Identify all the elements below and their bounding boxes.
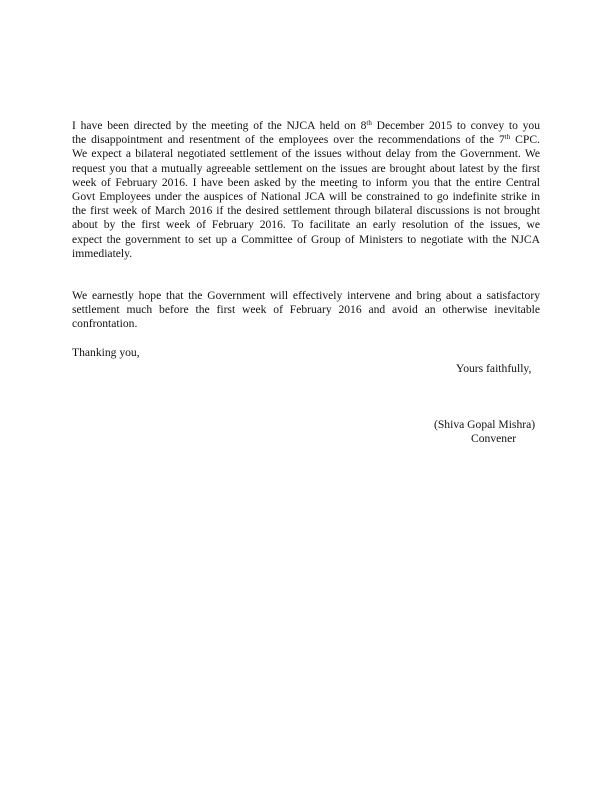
paragraph-line: settlement much before the first week of February 2016 and avoid an otherwise inevitable <box>72 303 540 317</box>
paragraph-line: week of February 2016. I have been asked by the meeting to inform you that the entire Central <box>72 175 540 189</box>
paragraph-line: the disappointment and resentment of the employees over the recommendations of the 7th CPC. <box>72 133 540 147</box>
signatory-name: (Shiva Gopal Mishra) <box>434 418 536 431</box>
paragraph-strike-notice <box>72 119 540 261</box>
paragraph-line: expect the government to set up a Committee of Group of Ministers to negotiate with the NJCA <box>72 232 540 246</box>
paragraph-line: confrontation. <box>72 317 138 331</box>
paragraph-line: Govt Employees under the auspices of National JCA will be constrained to go indefinite strike in <box>72 190 540 204</box>
paragraph-line: We expect a bilateral negotiated settlement of the issues without delay from the Government. We <box>72 147 540 161</box>
paragraph-line: the first week of March 2016 if the desired settlement through bilateral discussions is not brought <box>72 204 540 218</box>
closing-text: Thanking you, <box>72 346 140 359</box>
paragraph-line: I have been directed by the meeting of the NJCA held on 8th December 2015 to convey to you <box>72 119 540 132</box>
valediction: Yours faithfully, <box>456 362 532 375</box>
paragraph-line: request you that a mutually agreeable settlement on the issues are brought about latest by the first <box>72 161 540 175</box>
signatory-title: Convener <box>471 432 517 445</box>
paragraph-line: about by the first week of February 2016. To facilitate an early resolution of the issues, we <box>72 218 540 232</box>
paragraph-line: immediately. <box>72 246 133 260</box>
paragraph-line: We earnestly hope that the Government will effectively intervene and bring about a satisfactory <box>72 289 540 302</box>
paragraph-hope <box>72 289 540 332</box>
